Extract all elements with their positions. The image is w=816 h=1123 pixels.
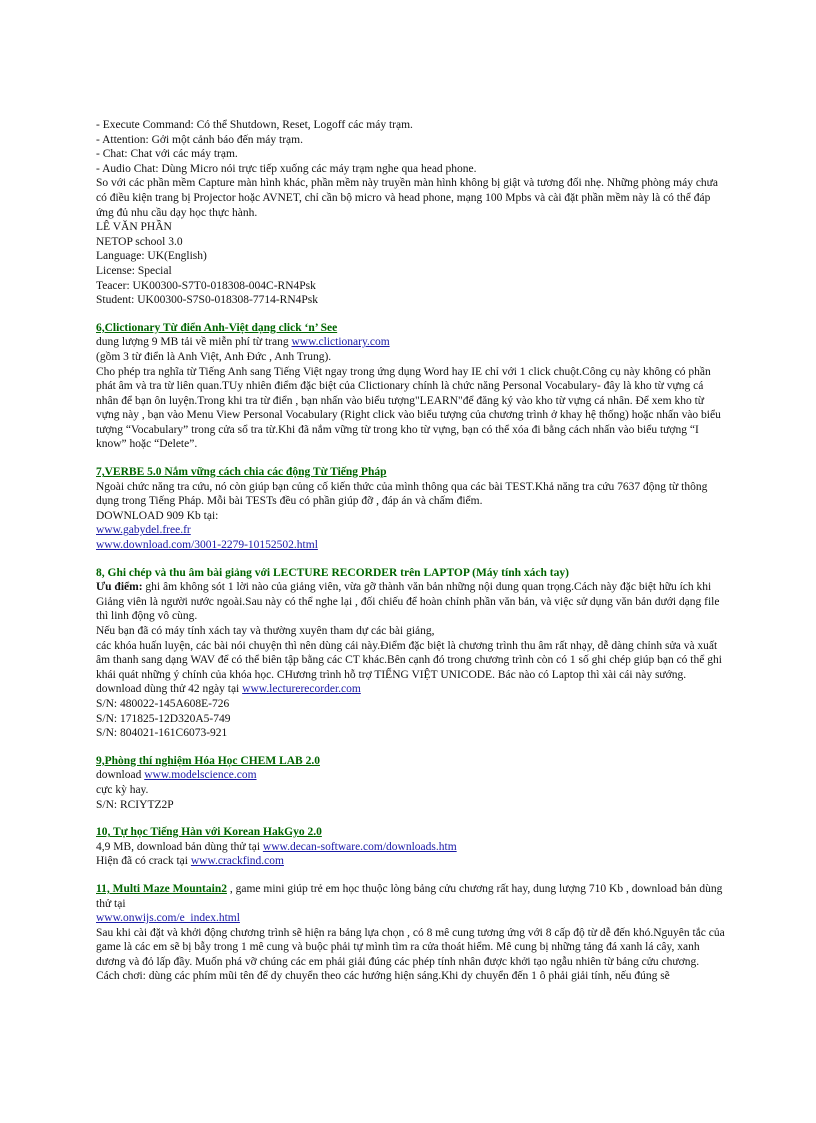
section-8-title: 8, Ghi chép và thu âm bài giảng với LECTURE RECORDER trên LAPTOP (Máy tính xách tay) (96, 566, 569, 579)
spacer (96, 452, 728, 465)
section-9-download-text: download (96, 769, 145, 782)
section-9-title: 9,Phòng thí nghiệm Hóa Học CHEM LAB 2.0 (96, 754, 320, 767)
info-line: LÊ VĂN PHẦN (96, 221, 172, 234)
decan-software-link[interactable]: www.decan-software.com/downloads.htm (262, 840, 457, 853)
section-11-body: Sau khi cài đặt và khởi động chương trình sẽ hiện ra bảng lựa chọn , có 8 mê cung tương ứng với 8 cấp độ từ dễ đến khó.Nguyên tắc của game là các em sẽ bị bẫy trong 1 mê cung và buộc phải tự mình tìm ra cửa thoát hiểm. Mê cung bị những tảng đá xanh lá cây, xanh dương và đỏ lấp đầy. Muốn phá vỡ chúng các em phải giải đúng các phép tính nhân được khởi tạo ngẫu nhiên từ bảng cửu chương. (96, 926, 725, 968)
section-10-title: 10, Tự học Tiếng Hàn với Korean HakGyo 2.0 (96, 826, 322, 839)
intro-line: - Attention: Gởi một cảnh báo đến máy trạm. (96, 133, 303, 146)
section-6-note: (gồm 3 từ điển là Anh Việt, Anh Đức , Anh Trung). (96, 350, 332, 363)
intro-paragraph: So với các phần mềm Capture màn hình khác, phần mềm này truyền màn hình không bị giật và tương đối nhẹ. Những phòng máy chưa có điều kiện trang bị Projector hoặc AVNET, chỉ cần bộ micro và head phone, mạng 100 Mpbs và cài đặt phần mềm này là có thể đáp ứng đủ nhu cầu dạy học thực hành. (96, 177, 719, 219)
section-7-download: DOWNLOAD 909 Kb tại: (96, 509, 219, 522)
lecturerecorder-link[interactable]: www.lecturerecorder.com (242, 683, 361, 696)
section-11-title: 11, Multi Maze Mountain2 (96, 882, 227, 895)
section-11-header (96, 882, 728, 911)
onwijs-link[interactable]: www.onwijs.com/e_index.html (96, 912, 240, 925)
crackfind-link[interactable]: www.crackfind.com (190, 855, 284, 868)
modelscience-link[interactable]: www.modelscience.com (144, 769, 257, 782)
gabydel-link[interactable]: www.gabydel.free.fr (96, 524, 191, 537)
section-10-crack-text: Hiện đã có crack tại (96, 855, 191, 868)
info-line: License: Special (96, 264, 172, 277)
section-6-title: 6,Clictionary Từ điển Anh-Việt dạng click ‘n’ See (96, 321, 338, 334)
document-page (96, 118, 728, 984)
info-line: Student: UK00300-S7S0-018308-7714-RN4Psk (96, 294, 319, 307)
section-8-download-text: download dùng thử 42 ngày tại (96, 683, 243, 696)
section-7-title: 7,VERBE 5.0 Nắm vững cách chia các động Từ Tiếng Pháp (96, 466, 387, 479)
spacer (96, 308, 728, 321)
spacer (96, 869, 728, 882)
section-9-download (96, 768, 728, 783)
clictionary-link[interactable]: www.clictionary.com (291, 336, 390, 349)
section-6-size-text: dung lượng 9 MB tải về miễn phí từ trang (96, 336, 292, 349)
section-8-body (96, 580, 728, 624)
section-10-download (96, 840, 728, 855)
download-com-link[interactable]: www.download.com/3001-2279-10152502.html (96, 539, 318, 552)
info-line: NETOP school 3.0 (96, 235, 183, 248)
section-11-title-rest: , game mini giúp trẻ em học thuộc lòng bảng cửu chương rất hay, dung lượng 710 Kb , download bản dùng thử tại (96, 882, 723, 910)
section-8-body-2: Nếu bạn đã có máy tính xách tay và thường xuyên tham dự các bài giảng, (96, 625, 435, 637)
section-6-size (96, 335, 728, 350)
info-line: Teacer: UK00300-S7T0-018308-004C-RN4Psk (96, 279, 316, 292)
section-8-body-3: các khóa huấn luyện, các bài nói chuyện thì nên dùng cái này.Điểm đặc biệt là chương trình thu âm rất nhạy, dễ dàng chỉnh sửa và xuất âm thanh sang dạng WAV để có thể biên tập bằng các CT khác.Bên cạnh đó trong chương trình còn có 1 số ghi chép giúp bạn có thể ghi khái quát những ý chính của khóa học. CHương trình hỗ trợ TIẾNG VIỆT UNICODE. Bác nào có Laptop thì xài cái này sướng. (96, 639, 722, 681)
intro-line: - Execute Command: Có thể Shutdown, Reset, Logoff các máy trạm. (96, 119, 413, 131)
intro-line: - Audio Chat: Dùng Micro nói trực tiếp xuống các máy trạm nghe qua head phone. (96, 162, 477, 175)
spacer (96, 741, 728, 754)
info-line: Language: UK(English) (96, 250, 207, 263)
section-10-download-text: 4,9 MB, download bản dùng thử tại (96, 840, 263, 853)
section-10-crack (96, 854, 728, 869)
section-7-body: Ngoài chức năng tra cứu, nó còn giúp bạn củng cố kiến thức của mình thông qua các bài TEST.Khả năng tra cứu 7637 động từ thông dụng trong Tiếng Pháp. Mỗi bài TESTs đều có phần giúp đỡ , đáp án và chấm điểm. (96, 480, 708, 508)
serial-number: S/N: 171825-12D320A5-749 (96, 712, 231, 725)
serial-number: S/N: 480022-145A608E-726 (96, 697, 230, 710)
section-9-note: cực kỳ hay. (96, 783, 149, 796)
section-8-download (96, 682, 728, 697)
serial-number: S/N: RCIYTZ2P (96, 798, 174, 811)
section-8-body-text: ghi âm không sót 1 lời nào của giảng viên, vừa gỡ thành văn bản những nội dung quan trọng.Cách này đặc biệt hữu ích khi Giảng viên là người nước ngoài.Sau này có thể nghe lại , đối chiếu để hoàn chỉnh phần văn bản, và việc sử dụng văn bản dưới dạng file thì linh động vô cùng. (96, 581, 720, 623)
section-11-body-2: Cách chơi: dùng các phím mũi tên để dy chuyển theo các hướng hiện sáng.Khi dy chuyển đến 1 ô phải giải tính, nếu đúng sẽ (96, 970, 670, 983)
spacer (96, 553, 728, 566)
section-6-body: Cho phép tra nghĩa từ Tiếng Anh sang Tiếng Việt ngay trong ứng dụng Word hay IE chỉ với 1 click chuột.Công cụ này không có phần phát âm và tra từ liên quan.TUy nhiên điểm đặc biệt của Clictionary chính là chức năng Personal Vocabulary- đây là kho từ vựng cá nhân để bạn ôn luyện.Trong khi tra từ điển , bạn nhấn vào biểu tượng"LEARN"để đăng ký vào kho từ vựng cá nhân. Để xem kho từ vựng này , bạn vào Menu View Personal Vocabulary (Right click vào biểu tượng của chương trình ở khay hệ thống) hoặc nhấn vào biểu tượng “Vocabulary” trong cửa sổ tra từ.Khi đã nắm vững từ trong kho từ vựng, bạn có thể xóa đi bằng cách nhấn vào biểu tượng “I know” hoặc “Delete”. (96, 365, 721, 451)
serial-number: S/N: 804021-161C6073-921 (96, 727, 228, 740)
intro-line: - Chat: Chat với các máy trạm. (96, 148, 238, 161)
section-8-lead: Ưu điểm: (96, 581, 143, 594)
spacer (96, 812, 728, 825)
